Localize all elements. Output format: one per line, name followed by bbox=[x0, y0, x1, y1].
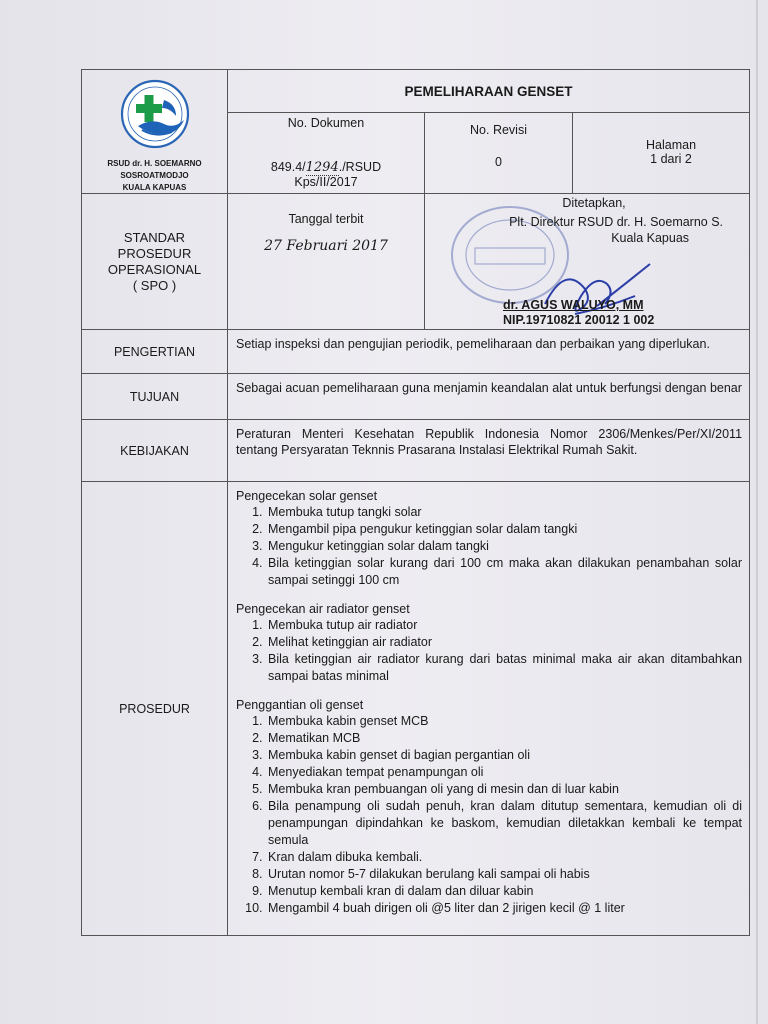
list-item: 2. Melihat ketinggian air radiator bbox=[266, 634, 742, 651]
list-item: 1. Membuka kabin genset MCB bbox=[266, 713, 742, 730]
no-dokumen-line2: Kps/II/2017 bbox=[294, 175, 358, 190]
halaman-value: 1 dari 2 bbox=[650, 152, 692, 167]
list-item: 6. Bila penampung oli sudah penuh, kran dalam ditutup sementara, kemudian oli di penampungan dipindahkan ke baskom, kemudian diletakkan kembali ke tempat semula bbox=[266, 798, 742, 849]
tanggal-terbit-value: 27 Februari 2017 bbox=[264, 238, 388, 254]
tanggal-terbit-label: Tanggal terbit bbox=[288, 212, 364, 226]
spo-label-1: STANDAR bbox=[123, 229, 186, 245]
signer-name: dr. AGUS WALUYO, MM bbox=[503, 298, 644, 312]
prosedur-cell bbox=[228, 482, 750, 936]
no-dokumen-label: No. Dokumen bbox=[287, 116, 365, 131]
list-item: 1. Membuka tutup air radiator bbox=[266, 617, 742, 634]
no-dokumen-handwritten: 1294 bbox=[305, 160, 339, 176]
halaman-label: Halaman bbox=[646, 138, 697, 153]
document-title: PEMELIHARAAN GENSET bbox=[404, 83, 573, 99]
no-dokumen-suffix: ./RSUD bbox=[338, 160, 382, 175]
list-item: 5. Membuka kran pembuangan oli yang di mesin dan di luar kabin bbox=[266, 781, 742, 798]
radiator-steps-list bbox=[236, 617, 742, 685]
spo-label-3: OPERASIONAL bbox=[107, 261, 202, 277]
tujuan-text: Sebagai acuan pemeliharaan guna menjamin keandalan alat untuk berfungsi dengan benar bbox=[228, 374, 750, 420]
ditetapkan-cell bbox=[425, 194, 750, 330]
tanggal-terbit-cell bbox=[228, 194, 425, 330]
org-line-2: SOSROATMODJO bbox=[120, 171, 189, 180]
pengertian-label: PENGERTIAN bbox=[82, 330, 228, 374]
spo-label-4: ( SPO ) bbox=[132, 277, 177, 293]
list-item: 3. Membuka kabin genset di bagian pergantian oli bbox=[266, 747, 742, 764]
prosedur-label: PROSEDUR bbox=[82, 482, 228, 936]
no-revisi-value: 0 bbox=[495, 155, 502, 170]
list-item: 8. Urutan nomor 5-7 dilakukan berulang kali sampai oli habis bbox=[266, 866, 742, 883]
solar-steps-list bbox=[236, 504, 742, 589]
org-line-3: KUALA KAPUAS bbox=[122, 183, 187, 192]
oli-section-title: Penggantian oli genset bbox=[236, 698, 364, 712]
list-item: 3. Mengukur ketinggian solar dalam tangki bbox=[266, 538, 742, 555]
org-line-1: RSUD dr. H. SOEMARNO bbox=[107, 159, 202, 168]
list-item: 4. Menyediakan tempat penampungan oli bbox=[266, 764, 742, 781]
jabatan-line-2: Kuala Kapuas bbox=[611, 231, 690, 245]
jabatan-line-1: Plt. Direktur RSUD dr. H. Soemarno S. bbox=[509, 215, 724, 229]
kebijakan-text: Peraturan Menteri Kesehatan Republik Indonesia Nomor 2306/Menkes/Per/XI/2011 tentang Persyaratan Teknnis Prasarana Instalasi Elektrikal Rumah Sakit. bbox=[228, 420, 750, 482]
list-item: 2. Mengambil pipa pengukur ketinggian solar dalam tangki bbox=[266, 521, 742, 538]
no-dokumen-prefix: 849.4/ bbox=[270, 160, 306, 175]
oli-steps-list bbox=[236, 713, 742, 917]
ditetapkan-label: Ditetapkan, bbox=[562, 196, 626, 210]
list-item: 9. Menutup kembali kran di dalam dan diluar kabin bbox=[266, 883, 742, 900]
pengertian-text: Setiap inspeksi dan pengujian periodik, pemeliharaan dan perbaikan yang diperlukan. bbox=[228, 330, 750, 374]
list-item: 7. Kran dalam dibuka kembali. bbox=[266, 849, 742, 866]
tujuan-label: TUJUAN bbox=[82, 374, 228, 420]
list-item: 1. Membuka tutup tangki solar bbox=[266, 504, 742, 521]
hospital-logo-icon bbox=[112, 78, 198, 154]
logo-cell bbox=[82, 70, 228, 194]
list-item: 3. Bila ketinggian air radiator kurang dari batas minimal maka air akan ditambahkan sampai batas minimal bbox=[266, 651, 742, 685]
no-revisi-cell bbox=[425, 113, 573, 194]
spo-table bbox=[81, 69, 750, 936]
spo-label-cell bbox=[82, 194, 228, 330]
list-item: 4. Bila ketinggian solar kurang dari 100 cm maka akan dilakukan penambahan solar sampai setinggi 100 cm bbox=[266, 555, 742, 589]
spo-label-2: PROSEDUR bbox=[117, 245, 192, 261]
no-dokumen-cell bbox=[228, 113, 425, 194]
list-item: 2. Mematikan MCB bbox=[266, 730, 742, 747]
no-revisi-label: No. Revisi bbox=[470, 123, 527, 138]
title-cell bbox=[228, 70, 750, 113]
halaman-cell bbox=[573, 113, 750, 194]
signer-nip: NIP.19710821 20012 1 002 bbox=[503, 313, 655, 327]
radiator-section-title: Pengecekan air radiator genset bbox=[236, 602, 410, 616]
kebijakan-label: KEBIJAKAN bbox=[82, 420, 228, 482]
page-edge-shadow bbox=[756, 0, 758, 1024]
solar-section-title: Pengecekan solar genset bbox=[236, 489, 378, 503]
list-item: 10. Mengambil 4 buah dirigen oli @5 liter dan 2 jirigen kecil @ 1 liter bbox=[266, 900, 742, 917]
